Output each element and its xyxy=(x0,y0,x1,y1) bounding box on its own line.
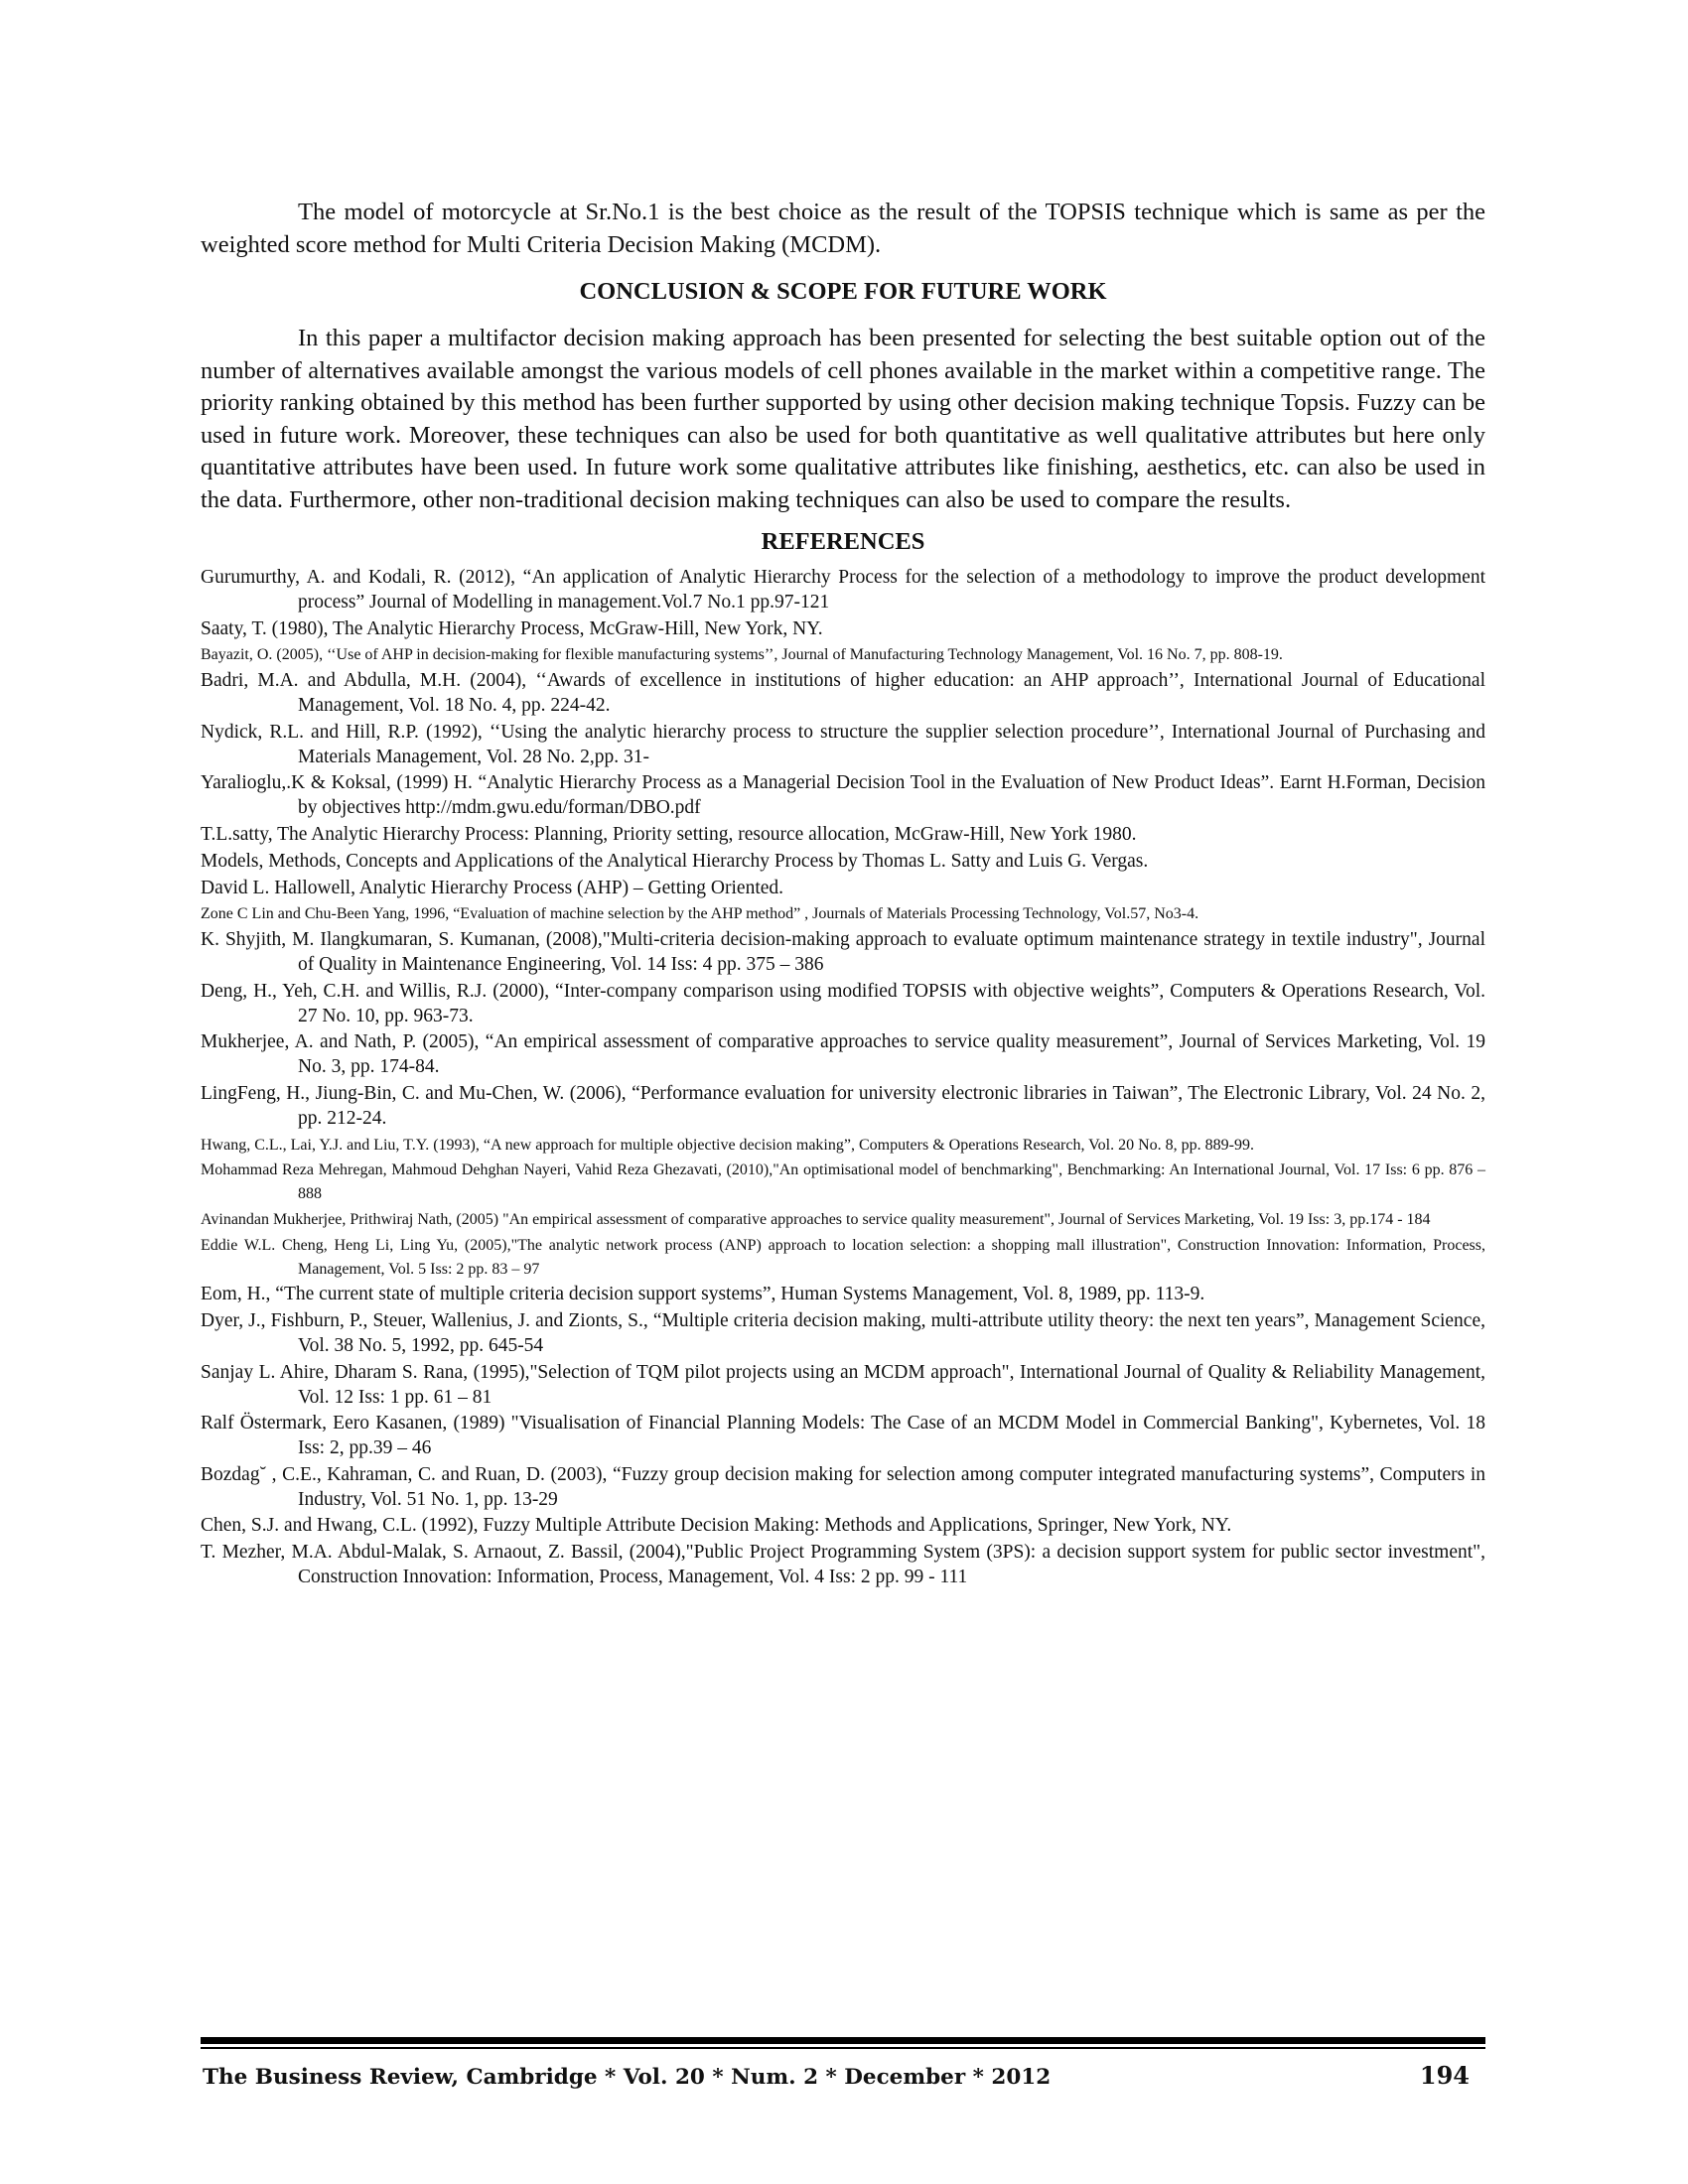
reference-item: Hwang, C.L., Lai, Y.J. and Liu, T.Y. (1993), “A new approach for multiple objective decision making”, Computers & Operations Research, Vol. 20 No. 8, pp. 889-99. xyxy=(201,1136,1254,1154)
reference-item: Nydick, R.L. and Hill, R.P. (1992), ‘‘Using the analytic hierarchy process to structure the supplier selection procedure’’, International Journal of Purchasing and Materials Management, Vol. 28 No. 2,pp. 31- xyxy=(201,721,1485,767)
reference-item: David L. Hallowell, Analytic Hierarchy Process (AHP) – Getting Oriented. xyxy=(201,877,784,898)
reference-item: Bayazit, O. (2005), ‘‘Use of AHP in decision-making for flexible manufacturing systems’’, Journal of Manufacturing Technology Management, Vol. 16 No. 7, pp. 808-19. xyxy=(201,646,1283,664)
reference-item: Gurumurthy, A. and Kodali, R. (2012), “An application of Analytic Hierarchy Process for the selection of a methodology to improve the product development process” Journal of Modelling in management.Vol.7 No.1 pp.97-121 xyxy=(201,567,1485,613)
journal-title: The Business Review, Cambridge * Vol. 20 * Num. 2 * December * 2012 xyxy=(203,2065,1052,2090)
reference-item: T. Mezher, M.A. Abdul-Malak, S. Arnaout, Z. Bassil, (2004),"Public Project Programming System (3PS): a decision support system for public sector investment", Construction Innovation: Information, Process, Management, Vol. 4 Iss: 2 pp. 99 - 111 xyxy=(201,1542,1485,1588)
footer-rule-thin xyxy=(201,2047,1485,2049)
conclusion-paragraph: In this paper a multifactor decision making approach has been presented for selecting the best suitable option out of the number of alternatives available amongst the various models of cell phones available in the market within a competitive range. The priority ranking obtained by this method has been further supported by using other decision making technique Topsis. Fuzzy can be used in future work. Moreover, these techniques can also be used for both quantitative as well qualitative attributes but here only quantitative attributes have been used. In future work some qualitative attributes like finishing, aesthetics, etc. can also be used in the data. Furthermore, other non-traditional decision making techniques can also be used to compare the results. xyxy=(201,325,1485,513)
page-footer xyxy=(201,2037,1485,2090)
page-number: 194 xyxy=(1419,2061,1470,2090)
reference-list xyxy=(201,566,1485,1590)
reference-item: Bozdag˘ , C.E., Kahraman, C. and Ruan, D. (2003), “Fuzzy group decision making for selection among computer integrated manufacturing systems”, Computers in Industry, Vol. 51 No. 1, pp. 13-29 xyxy=(201,1463,1485,1510)
reference-item: Ralf Östermark, Eero Kasanen, (1989) "Visualisation of Financial Planning Models: The Case of an MCDM Model in Commercial Banking", Kybernetes, Vol. 18 Iss: 2, pp.39 – 46 xyxy=(201,1413,1485,1459)
reference-item: Chen, S.J. and Hwang, C.L. (1992), Fuzzy Multiple Attribute Decision Making: Methods and Applications, Springer, New York, NY. xyxy=(201,1515,1232,1537)
reference-item: Eom, H., “The current state of multiple criteria decision support systems”, Human Systems Management, Vol. 8, 1989, pp. 113-9. xyxy=(201,1284,1205,1305)
reference-item: Yaralioglu,.K & Koksal, (1999) H. “Analytic Hierarchy Process as a Managerial Decision Tool in the Evaluation of New Product Ideas”. Earnt H.Forman, Decision by objectives http://mdm.gwu.edu/forman/DBO.pdf xyxy=(201,772,1485,819)
reference-item: Dyer, J., Fishburn, P., Steuer, Wallenius, J. and Zionts, S., “Multiple criteria decision making, multi-attribute utility theory: the next ten years”, Management Science, Vol. 38 No. 5, 1992, pp. 645-54 xyxy=(201,1310,1485,1356)
reference-item: Models, Methods, Concepts and Applications of the Analytical Hierarchy Process by Thomas L. Satty and Luis G. Vergas. xyxy=(201,850,1149,872)
reference-item: Eddie W.L. Cheng, Heng Li, Ling Yu, (2005),"The analytic network process (ANP) approach to location selection: a shopping mall illustration", Construction Innovation: Information, Process, Management, Vol. 5 Iss: 2 pp. 83 – 97 xyxy=(201,1236,1485,1278)
reference-item: Zone C Lin and Chu-Been Yang, 1996, “Evaluation of machine selection by the AHP method” , Journals of Materials Processing Technology, Vol.57, No3-4. xyxy=(201,905,1199,923)
page-content xyxy=(201,197,1485,1592)
intro-paragraph: The model of motorcycle at Sr.No.1 is the best choice as the result of the TOPSIS technique which is same as per the weighted score method for Multi Criteria Decision Making (MCDM). xyxy=(201,199,1485,258)
references-heading: REFERENCES xyxy=(761,528,925,555)
reference-item: Mohammad Reza Mehregan, Mahmoud Dehghan Nayeri, Vahid Reza Ghezavati, (2010),"An optimisational model of benchmarking", Benchmarking: An International Journal, Vol. 17 Iss: 6 pp. 876 – 888 xyxy=(201,1161,1485,1203)
reference-item: Saaty, T. (1980), The Analytic Hierarchy Process, McGraw-Hill, New York, NY. xyxy=(201,617,823,639)
reference-item: Mukherjee, A. and Nath, P. (2005), “An empirical assessment of comparative approaches to service quality measurement”, Journal of Services Marketing, Vol. 19 No. 3, pp. 174-84. xyxy=(201,1031,1485,1078)
reference-item: Avinandan Mukherjee, Prithwiraj Nath, (2005) "An empirical assessment of comparative approaches to service quality measurement", Journal of Services Marketing, Vol. 19 Iss: 3, pp.174 - 184 xyxy=(201,1210,1431,1228)
reference-item: T.L.satty, The Analytic Hierarchy Process: Planning, Priority setting, resource allocation, McGraw-Hill, New York 1980. xyxy=(201,823,1137,845)
footer-row xyxy=(201,2061,1485,2090)
reference-item: Sanjay L. Ahire, Dharam S. Rana, (1995),"Selection of TQM pilot projects using an MCDM approach", International Journal of Quality & Reliability Management, Vol. 12 Iss: 1 pp. 61 – 81 xyxy=(201,1361,1485,1408)
conclusion-heading: CONCLUSION & SCOPE FOR FUTURE WORK xyxy=(579,278,1107,305)
reference-item: Badri, M.A. and Abdulla, M.H. (2004), ‘‘Awards of excellence in institutions of higher education: an AHP approach’’, International Journal of Educational Management, Vol. 18 No. 4, pp. 224-42. xyxy=(201,670,1485,716)
reference-item: K. Shyjith, M. Ilangkumaran, S. Kumanan, (2008),"Multi-criteria decision-making approach to evaluate optimum maintenance strategy in textile industry", Journal of Quality in Maintenance Engineering, Vol. 14 Iss: 4 pp. 375 – 386 xyxy=(201,929,1485,975)
reference-item: LingFeng, H., Jiung-Bin, C. and Mu-Chen, W. (2006), “Performance evaluation for university electronic libraries in Taiwan”, The Electronic Library, Vol. 24 No. 2, pp. 212-24. xyxy=(201,1082,1485,1129)
footer-rule-thick xyxy=(201,2037,1485,2044)
reference-item: Deng, H., Yeh, C.H. and Willis, R.J. (2000), “Inter-company comparison using modified TOPSIS with objective weights”, Computers & Operations Research, Vol. 27 No. 10, pp. 963-73. xyxy=(201,980,1485,1026)
